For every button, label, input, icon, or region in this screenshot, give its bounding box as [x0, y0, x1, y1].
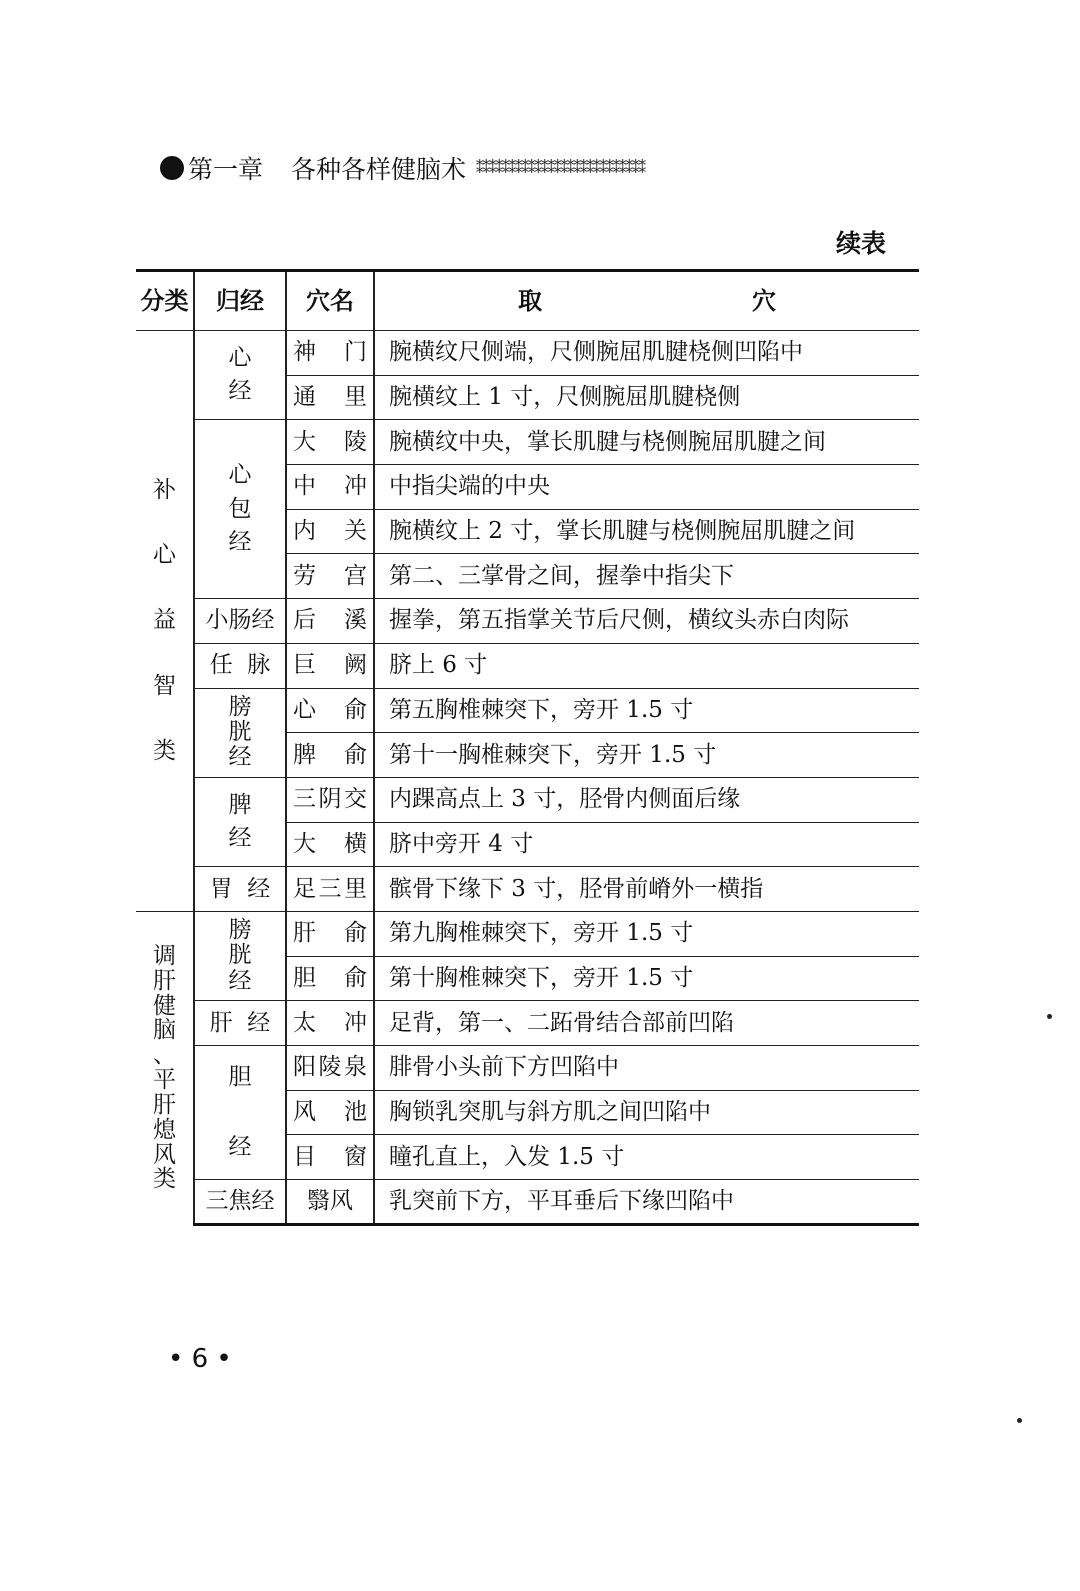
chapter-header — [160, 148, 940, 188]
point-cell: 神门 — [286, 331, 374, 376]
point-cell: 后溪 — [286, 599, 374, 644]
meridian-cell: 膀 胱 经 — [194, 688, 286, 777]
point-cell: 内关 — [286, 509, 374, 554]
header-meridian: 归经 — [194, 271, 286, 331]
location-cell: 第二、三掌骨之间，握拳中指尖下 — [374, 554, 919, 599]
location-cell: 第五胸椎棘突下，旁开 1.5 寸 — [374, 688, 919, 733]
meridian-cell: 膀 胱 经 — [194, 911, 286, 1000]
category-cell: 补 心 益 智 类 — [136, 331, 194, 912]
location-cell: 握拳，第五指掌关节后尺侧，横纹头赤白肉际 — [374, 599, 919, 644]
location-cell: 腓骨小头前下方凹陷中 — [374, 1046, 919, 1091]
meridian-cell: 心 经 — [194, 331, 286, 420]
point-cell: 太冲 — [286, 1001, 374, 1046]
acupoint-table — [136, 269, 919, 1226]
table-header-row — [136, 271, 919, 331]
header-location-a: 取 — [518, 287, 542, 315]
meridian-cell: 心 包 经 — [194, 420, 286, 599]
meridian-cell: 任 脉 — [194, 643, 286, 688]
table-row — [136, 1001, 919, 1046]
point-cell: 大陵 — [286, 420, 374, 465]
meridian-cell: 胃 经 — [194, 867, 286, 912]
location-cell: 腕横纹上 1 寸，尺侧腕屈肌腱桡侧 — [374, 375, 919, 420]
point-cell: 三阴交 — [286, 777, 374, 822]
location-cell: 乳突前下方，平耳垂后下缘凹陷中 — [374, 1180, 919, 1225]
point-cell: 肝俞 — [286, 911, 374, 956]
meridian-cell: 脾 经 — [194, 777, 286, 866]
location-cell: 第九胸椎棘突下，旁开 1.5 寸 — [374, 911, 919, 956]
location-cell: 腕横纹尺侧端，尺侧腕屈肌腱桡侧凹陷中 — [374, 331, 919, 376]
point-cell: 中冲 — [286, 465, 374, 510]
location-cell: 髌骨下缘下 3 寸，胫骨前嵴外一横指 — [374, 867, 919, 912]
meridian-cell: 小肠经 — [194, 599, 286, 644]
point-cell: 劳宫 — [286, 554, 374, 599]
table-row — [136, 688, 919, 733]
point-cell: 心俞 — [286, 688, 374, 733]
scan-speck — [1047, 1014, 1052, 1019]
point-cell: 脾俞 — [286, 733, 374, 778]
table-row — [136, 867, 919, 912]
location-cell: 第十一胸椎棘突下，旁开 1.5 寸 — [374, 733, 919, 778]
continued-label: 续表 — [836, 229, 887, 258]
location-cell: 第十胸椎棘突下，旁开 1.5 寸 — [374, 956, 919, 1001]
category-cell: 调 肝 健 脑 、 平 肝 熄 风 类 — [136, 911, 194, 1224]
header-ornament: ⁑⁑⁑⁑⁑⁑⁑⁑⁑⁑⁑⁑⁑⁑⁑⁑⁑⁑⁑⁑⁑⁑⁑⁑⁑⁑ — [476, 159, 646, 177]
location-cell: 瞳孔直上，入发 1.5 寸 — [374, 1135, 919, 1180]
point-cell: 胆俞 — [286, 956, 374, 1001]
header-category: 分类 — [136, 271, 194, 331]
point-cell: 风池 — [286, 1090, 374, 1135]
table-row — [136, 911, 919, 956]
location-cell: 中指尖端的中央 — [374, 465, 919, 510]
header-point: 穴名 — [286, 271, 374, 331]
point-cell: 足三里 — [286, 867, 374, 912]
header-location — [374, 271, 919, 331]
table-row — [136, 1046, 919, 1091]
point-cell: 大横 — [286, 822, 374, 867]
page-number: • 6 • — [168, 1344, 232, 1374]
table-row — [136, 1180, 919, 1225]
location-cell: 脐上 6 寸 — [374, 643, 919, 688]
table-row — [136, 599, 919, 644]
meridian-cell: 肝 经 — [194, 1001, 286, 1046]
chapter-title: 各种各样健脑术 — [291, 155, 467, 184]
scan-speck — [1017, 1418, 1022, 1423]
chapter-label: 第一章 — [188, 155, 264, 184]
point-cell: 阳陵泉 — [286, 1046, 374, 1091]
meridian-cell: 三焦经 — [194, 1180, 286, 1225]
location-cell: 内踝高点上 3 寸，胫骨内侧面后缘 — [374, 777, 919, 822]
location-cell: 腕横纹中央，掌长肌腱与桡侧腕屈肌腱之间 — [374, 420, 919, 465]
table-row — [136, 643, 919, 688]
point-cell: 目窗 — [286, 1135, 374, 1180]
location-cell: 腕横纹上 2 寸，掌长肌腱与桡侧腕屈肌腱之间 — [374, 509, 919, 554]
bullet-icon — [160, 156, 184, 180]
table-row — [136, 331, 919, 376]
location-cell: 足背，第一、二跖骨结合部前凹陷 — [374, 1001, 919, 1046]
table-row — [136, 420, 919, 465]
point-cell: 巨阙 — [286, 643, 374, 688]
location-cell: 胸锁乳突肌与斜方肌之间凹陷中 — [374, 1090, 919, 1135]
point-cell: 翳风 — [286, 1180, 374, 1225]
header-location-b: 穴 — [752, 287, 776, 315]
location-cell: 脐中旁开 4 寸 — [374, 822, 919, 867]
table-row — [136, 777, 919, 822]
point-cell: 通里 — [286, 375, 374, 420]
meridian-cell: 胆 经 — [194, 1046, 286, 1180]
